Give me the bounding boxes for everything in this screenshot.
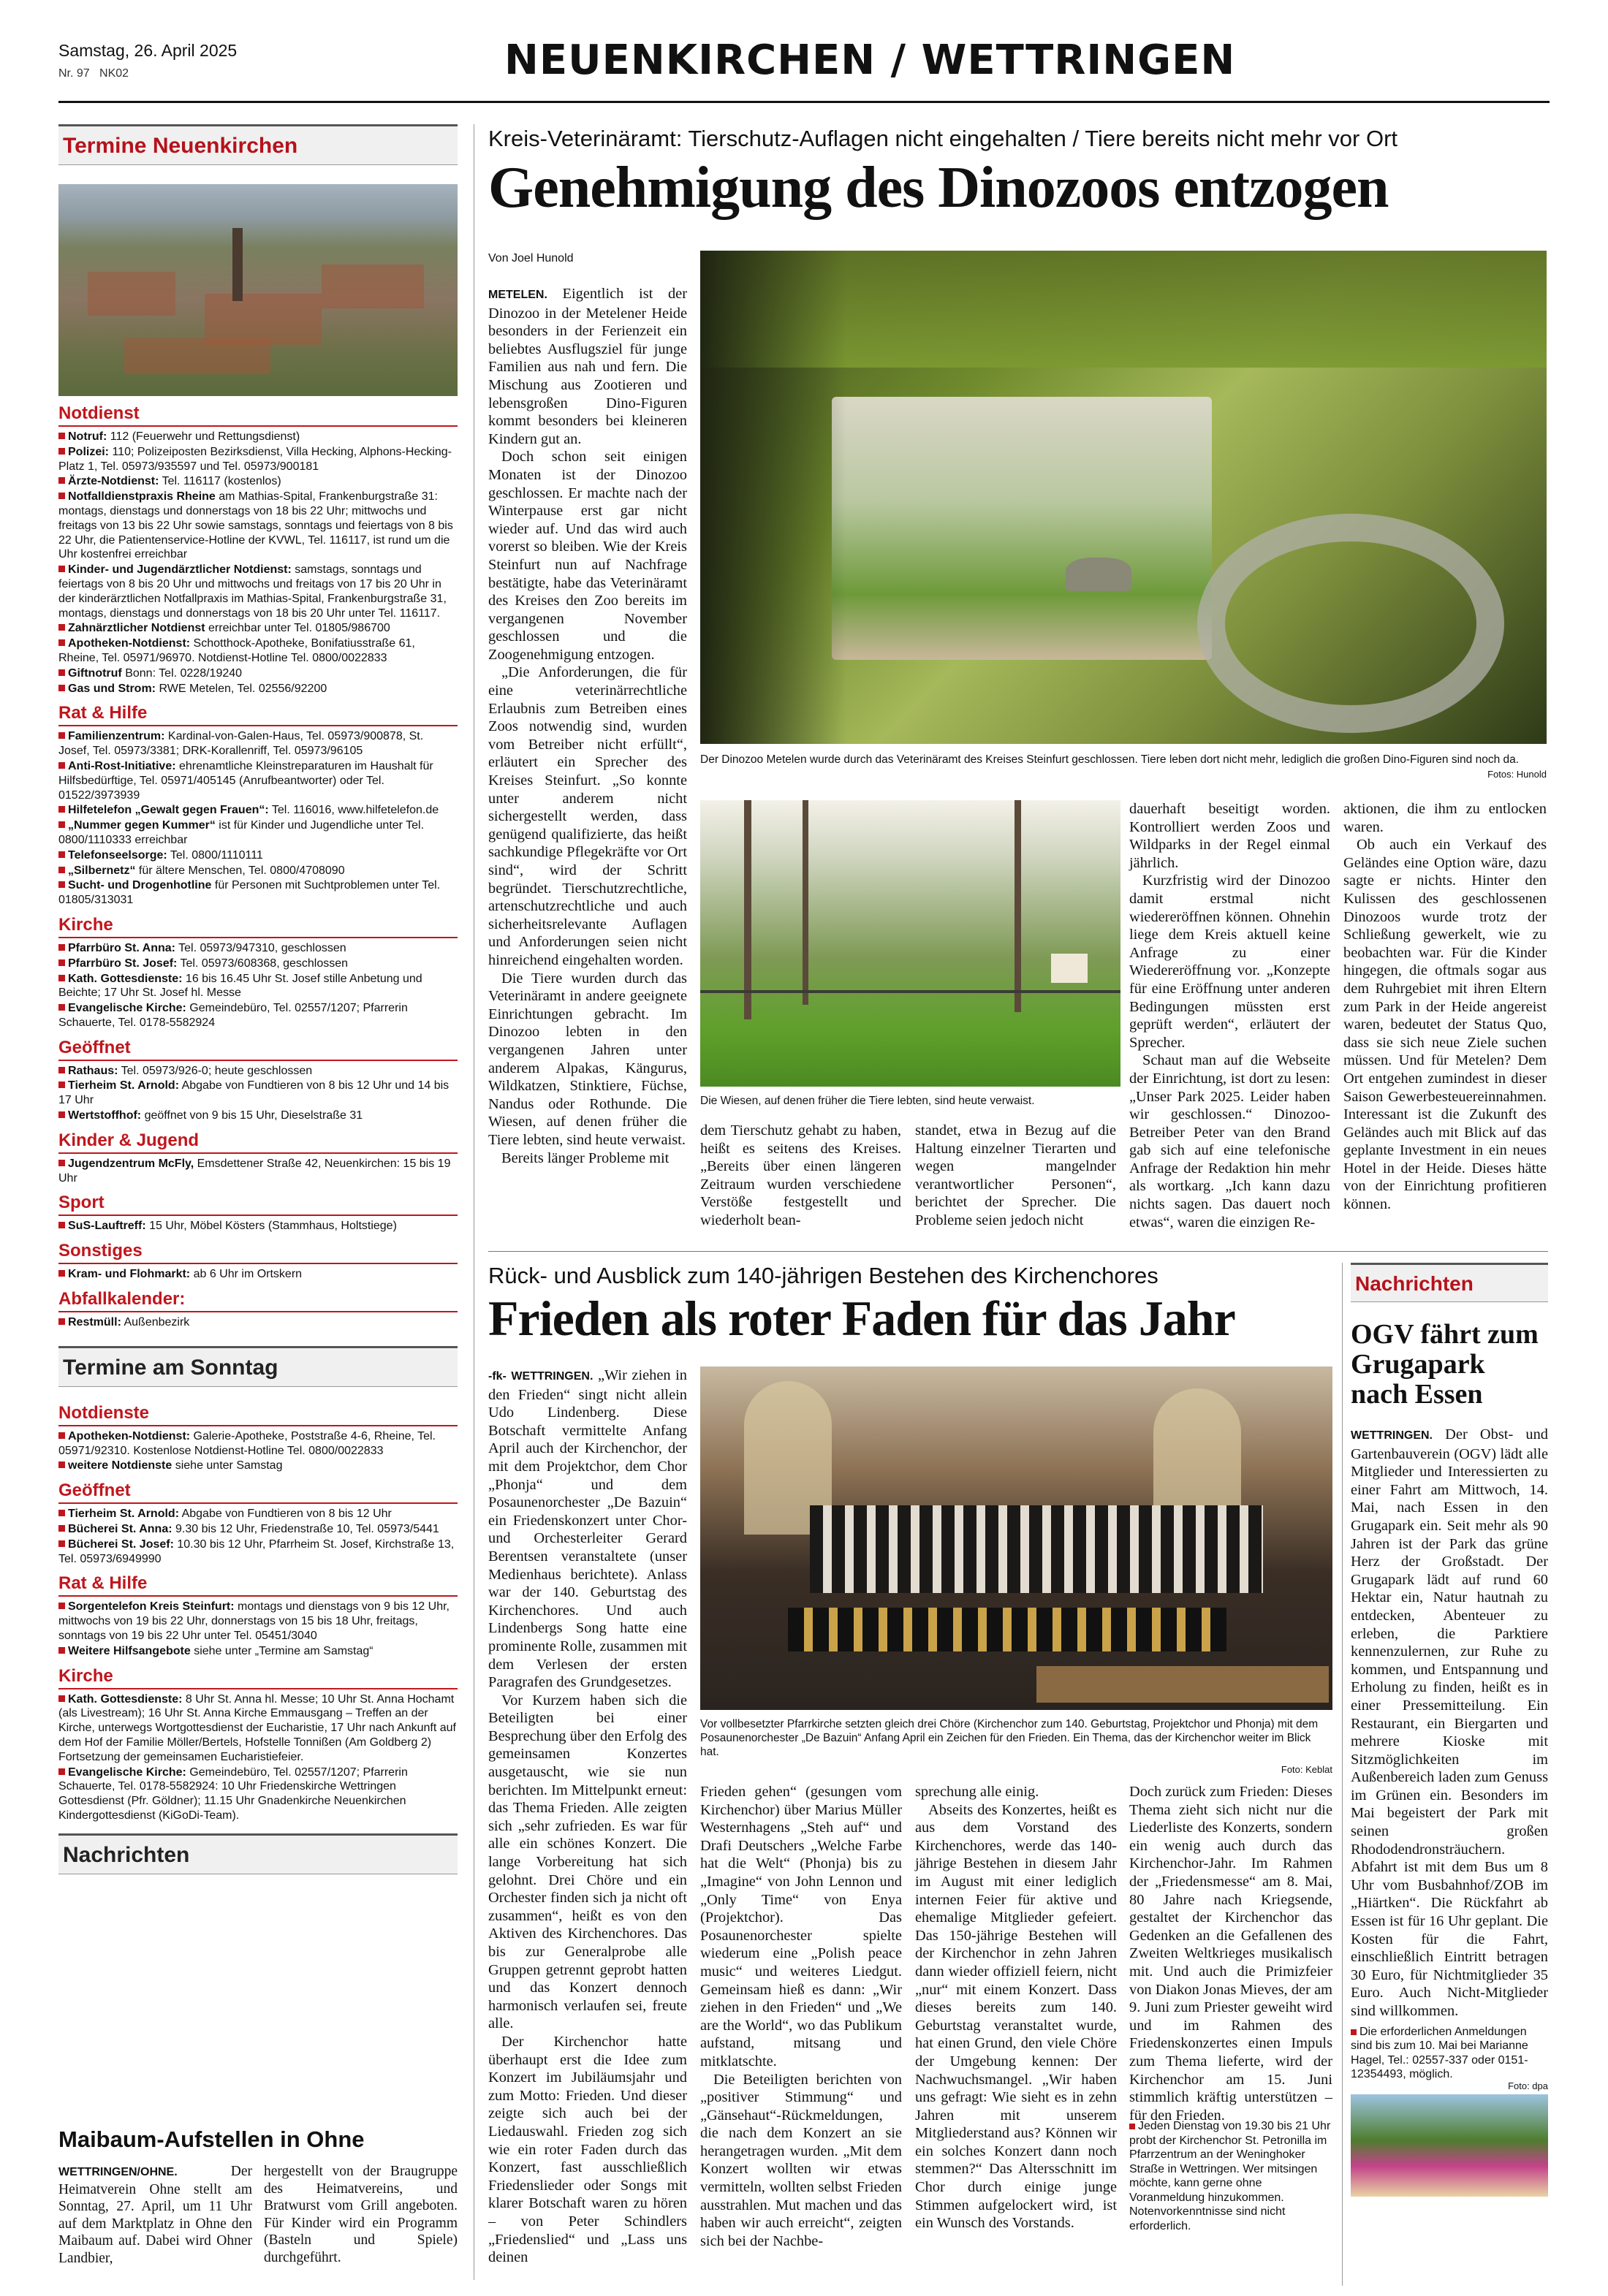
bullet-icon [58,1695,65,1702]
list-item [58,430,458,444]
bullet-icon [58,1603,65,1609]
list-item-text: samstags, sonntags und feiertags von 8 bis 20 Uhr und mittwochs und freitags von 17 bis 20 Uhr in der kinderärztlichen Notfallpraxis im Mathias-Spital, Frankenburgstraße 31, montags, dienstags und donnerstags von 18 bis 20 Uhr unter Tel. 116117. [58,563,447,620]
list-item [58,1079,458,1108]
bullet-icon [58,851,65,858]
list-item [58,563,458,620]
list-item-text: Galerie-Apotheke, Poststraße 4-6, Rheine, Tel. 05971/92310. Kostenlose Notdienst-Hotline Tel. 0800/0022833 [58,1429,436,1457]
list-item-label: Sucht- und Drogenhotline [68,879,212,892]
list-item-label: Restmüll: [68,1316,121,1329]
so-rat-heading: Rat & Hilfe [58,1573,458,1597]
list-item [58,1429,458,1459]
list-item-text: für Personen mit Suchtproblemen unter Tel. 01805/313031 [58,879,441,907]
maibaum-col1 [58,2163,252,2267]
list-item [58,759,458,802]
list-item-label: Apotheken-Notdienst: [68,637,191,650]
list-item-text: 10.30 bis 12 Uhr, Pfarrheim St. Josef, Kirchstraße 13, Tel. 05973/6949990 [58,1537,455,1565]
dinozoo-fence-photo [700,251,1547,744]
list-item [58,1157,458,1186]
bullet-icon [58,867,65,873]
so-rat-block [58,1573,458,1658]
list-item-text: Tel. 116016, www.hilfetelefon.de [268,804,439,817]
tree-trunk [744,800,751,1019]
maibaum-article [58,2126,458,2267]
column-divider-2 [1342,1263,1343,2286]
list-item-text: 15 Uhr, Möbel Kösters (Stammhaus, Holtstiege) [145,1220,397,1233]
list-item-text: ab 6 Uhr im Ortskern [190,1268,303,1281]
list-item [58,682,458,696]
list-item [58,1459,458,1473]
list-item [58,941,458,956]
meadow-caption: Die Wiesen, auf denen früher die Tiere lebten, sind heute verwaist. [700,1095,1035,1107]
list-item-label: Giftnotruf [68,666,122,680]
sonntag-title: Termine am Sonntag [58,1346,458,1387]
so-geoeffnet-block [58,1480,458,1566]
list-item-text: ehrenamtliche Kleinstreparaturen im Haushalt für Hilfsbedürftige, Tel. 05971/405145 (Anrufbeantworter) oder Tel. 01522/3973939 [58,759,433,802]
list-item-label: Telefonseelsorge: [68,848,167,862]
tree-trunk [1015,800,1021,1012]
sonstiges-heading: Sonstiges [58,1241,458,1264]
nachrichten-title: Nachrichten [58,1833,458,1874]
bullet-icon [58,1768,65,1775]
choir-kicker: Rück- und Ausblick zum 140-jährigen Bestehen des Kirchenchores [488,1263,1158,1288]
list-item-label: Tierheim St. Arnold: [68,1508,180,1521]
photo-shadow [700,251,846,744]
empty-meadow-photo [700,800,1120,1087]
list-item [58,818,458,848]
list-item-label: Polizei: [68,445,110,458]
list-item-label: Notfalldienstpraxis Rheine [68,490,216,503]
choir-author: -fk- [488,1370,507,1383]
town-aerial-photo [58,184,458,396]
list-item-label: Notruf: [68,430,107,443]
bullet-icon [58,944,65,951]
maibaum-col2: hergestellt von der Braugruppe des Heimatvereins, und Bratwurst vom Grill angeboten. Für Kinder wird ein Programm (Basteln und Spiele) durchgeführt. [264,2164,458,2265]
list-item-label: Weitere Hilfsangebote [68,1644,191,1657]
rat-block [58,703,458,908]
chain-link-icon [1197,514,1504,733]
list-item-label: Apotheken-Notdienst: [68,1429,191,1442]
list-item-label: Kath. Gottesdienste: [68,1692,183,1706]
bullet-icon [58,959,65,966]
maibaum-text1: Der Heimatverein Ohne stellt am Sonntag, 27. April, um 11 Uhr auf dem Marktplatz in Ohne den Maibaum auf. Dabei wird Ohner Landbier, [58,2164,252,2266]
grugapark-photo [1351,2094,1548,2197]
dino-col2: dem Tierschutz gehabt zu haben, heißt es seitens des Kreises. „Bereits über einen längeren Zeitraum wurden verschiedene Verstöße festgestellt und wiederholt bean- [700,1122,901,1228]
ogv-location: WETTRINGEN. [1351,1429,1433,1442]
sidebar-termine [58,124,458,1874]
list-item-label: Anti-Rost-Initiative: [68,759,176,772]
bullet-icon [58,762,65,769]
sport-block [58,1193,458,1233]
church-choir-photo [700,1366,1332,1710]
list-item-label: Ärzte-Notdienst: [68,475,159,488]
choir-col2 [700,1783,902,2250]
page-title: NEUENKIRCHEN / WETTRINGEN [504,37,1236,84]
choir-c3-p1: sprechung alle einig. [915,1784,1039,1800]
sport-heading: Sport [58,1193,458,1216]
bullet-icon [58,1004,65,1011]
dino-kicker: Kreis-Veterinäramt: Tierschutz-Auflagen nicht eingehalten / Tiere bereits nicht mehr vor Ort [488,126,1398,151]
list-item [58,1219,458,1233]
ogv-credit: Foto: dpa [1508,2080,1548,2091]
list-item [58,636,458,666]
list-item [58,1507,458,1521]
ogv-body [1351,1426,1548,2021]
list-item-label: „Nummer gegen Kummer“ [68,819,216,832]
so-kirche-block [58,1666,458,1823]
list-item-label: Zahnärztlicher Notdienst [68,622,205,635]
bullet-icon [58,1270,65,1277]
list-item-text: montags und dienstags von 9 bis 12 Uhr, mittwochs von 19 bis 22 Uhr, donnerstags von 15 bis 18 Uhr, freitags, sonntags von 19 bis 22 Uhr unter Tel. 05451/3040 [58,1600,450,1643]
so-notdienste-heading: Notdienste [58,1403,458,1426]
list-item [58,621,458,636]
so-geoeffnet-heading: Geöffnet [58,1480,458,1504]
list-item [58,1600,458,1643]
list-item-label: Rathaus: [68,1064,118,1077]
bullet-icon [1129,2124,1135,2129]
list-item-text: 110; Polizeiposten Bezirksdienst, Villa Hecking, Alphons-Hecking-Platz 1, Tel. 05973/935597 und Tel. 05973/900181 [58,445,452,473]
list-item-label: Kath. Gottesdienste: [68,972,183,985]
list-item-text: 112 (Feuerwehr und Rettungsdienst) [107,430,300,443]
church-tower [232,228,243,301]
ogv-note [1351,2025,1548,2082]
sonstiges-block [58,1241,458,1282]
choir-caption: Vor vollbesetzter Pfarrkirche setzten gleich drei Chöre (Kirchenchor zum 140. Geburtstag, Projektchor und Phonja) mit dem Posaunenorchester „De Bazuin“ Anfang April ein Zeichen für den Frieden. Ein Thema, das der Kirchenchor weiter im Blick hat. [700,1718,1319,1758]
dino-c4-p1: dauerhaft beseitigt worden. Kontrolliert werden Zoos und Wildparks in der Regel einmal jährlich. [1129,801,1330,871]
choir-col1 [488,1366,687,2267]
bullet-icon [58,1222,65,1228]
maibaum-location: WETTRINGEN/OHNE. [58,2166,178,2178]
list-item-label: Evangelische Kirche: [68,1765,186,1779]
dino-p1: Eigentlich ist der Dinozoo in der Metelener Heide besonders in der Ferienzeit ein beliebtes Ausflugsziel für junge Familien aus nah und fern. Die Mischung aus Zootieren und lebensgroßen Dino-Figuren kommt besonders bei kleineren Kindern gut an. [488,286,687,447]
list-item [58,666,458,681]
choir-note [1129,2119,1332,2233]
kinder-block [58,1130,458,1186]
bullet-icon [58,566,65,572]
list-item-text: Gemeindebüro, Tel. 02557/1207; Pfarrerin Schauerte, Tel. 0178-5582924: 10 Uhr Friedenskirche Wettringen Gottesdienst (Pfr. Göldner); 11.15 Uhr Gnadenkirche Neuenkirchen Kindergottesdienst (KiGoDi-Team). [58,1765,408,1822]
list-item-text: Tel. 0800/1110111 [167,848,263,862]
kirche-block [58,915,458,1030]
list-item-text: Tel. 05973/947310, geschlossen [175,941,346,954]
bullet-icon [58,1510,65,1516]
so-notdienste-block [58,1403,458,1473]
list-item-text: Kardinal-von-Galen-Haus, Tel. 05973/900878, St. Josef, Tel. 05973/3381; DRK-Korallenriff, Tel. 05973/96105 [58,730,424,758]
list-item-label: SuS-Lauftreff: [68,1220,146,1233]
rat-heading: Rat & Hilfe [58,703,458,726]
dino-headline: Genehmigung des Dinozoos entzogen [488,156,1389,220]
abfall-heading: Abfallkalender: [58,1289,458,1312]
list-item [58,1522,458,1537]
dino-credit: Fotos: Hunold [1487,769,1547,780]
dino-p2: Doch schon seit einigen Monaten ist der Dinozoo geschlossen. Er machte nach der Winterpause erst gar nicht wieder auf. Und das wird auch vorerst so bleiben. Wie der Kreis Steinfurt nun auf Nachfrage bestätigte, habe das Veterinäramt des Kreises den Zoo bereits im vergangenen November geschlossen und die Zoogenehmigung entzogen. [488,449,687,663]
ogv-text: Der Obst- und Gartenbauverein (OGV) lädt alle Mitglieder und Interessierten zu einer Fahrt am Mittwoch, 14. Mai, nach Essen in den Grugapark ein. Seit mehr als 90 Jahren ist der Park das grüne Herz der Großstadt. Der Grugapark lädt auf rund 60 Hektar ein, Natur hautnah zu entdecken, Abenteuer zu erleben, die Parktiere kennenzulernen, zur Ruhe zu kommen, und Entspannung und Erholung zu finden, heißt es in einer Pressemitteilung. Ein Restaurant, ein Biergarten und mehrere Kioske mit Sitzmöglichkeiten im Außenbereich laden zum Genuss im Grünen ein. Besonders im Mai begeistert der Park mit seinen großen Rhododendronsträuchern. Abfahrt ist mit dem Bus um 8 Uhr vom Busbahnhof/ZOB im „Hiärtken“. Die Rückfahrt ab Essen ist für 16 Uhr geplant. Die Kosten für die Fahrt, einschließlich Eintritt betragen 30 Euro, für Nichtmitglieder 35 Euro. Auch Nicht-Mitglieder sind willkommen. [1351,1426,1548,2019]
notdienst-block [58,403,458,696]
list-item [58,878,458,908]
list-item-text: erreichbar unter Tel. 01805/986700 [205,622,390,635]
ogv-box-title: Nachrichten [1351,1263,1548,1302]
list-item-label: Kram- und Flohmarkt: [68,1268,191,1281]
geoeffnet-block [58,1038,458,1123]
choir-location: WETTRINGEN. [511,1370,593,1383]
choir-p1: „Wir ziehen in den Frieden“ singt nicht allein Udo Lindenberg. Diese Botschaft vermittelte Anfang April auch der Kirchenchor, der mit dem Projektchor, dem Chor „Phonja“ und dem Posaunenorchester „De Bazuin“ ein Friedenskonzert unter Chor- und Orchesterleiter Gerard Berentsen veranstaltete (unser Medienhaus berichtete). Anlass war der 140. Geburtstag des Kirchenchores. Und auch Lindenbergs Song hatte eine prominente Rolle, zusammen mit dem Verlesen der ersten Paragrafen des Grundgesetzes. [488,1367,687,1691]
brass-orchestra [788,1608,1226,1651]
list-item-text: für ältere Menschen, Tel. 0800/4708090 [135,864,345,877]
list-item [58,864,458,878]
bullet-icon [58,806,65,813]
list-item [58,1644,458,1659]
ogv-article [1351,1263,1548,2197]
dino-figure [1066,558,1131,591]
list-item-label: Pfarrbüro St. Josef: [68,957,178,970]
so-kirche-heading: Kirche [58,1666,458,1689]
list-item [58,1001,458,1030]
choir-col4 [1129,1783,1332,2124]
choir-p2: Vor Kurzem haben sich die Beteiligten bei einer Besprechung über den Erfolg des gemeinsamen Konzertes ausgetauscht, wie sie nun berichten. Im Mittelpunkt erneut: das Thema Frieden. Alle zeigten sich „sehr zufrieden. Es war für alle ein schönes Konzert. Die lange Vorbereitung hat sich gelohnt. Drei Chöre und ein Orchester finden sich ja nicht oft zusammen“, heißt es von den Aktiven des Kirchenchores. Das bis zur Generalprobe alle Gruppen getrennt geprobt hatten und das Konzert dennoch harmonisch verlaufen sei, freute alle. [488,1692,687,2032]
list-item-text: Emsdettener Straße 42, Neuenkirchen: 15 bis 19 Uhr [58,1157,451,1185]
fence [700,990,1120,993]
list-item-label: Familienzentrum: [68,730,165,743]
choir-c4-p1: Doch zurück zum Frieden: Dieses Thema zieht sich nicht nur die Liederliste des Konzerts, sondern ein wenig auch durch das Kirchenchor-Jahr. Im Rahmen der „Friedensmesse“ am 8. Mai, 80 Jahre nach Kriegsende, gestaltet der Kirchenchor das Gedenken an die Gefallenen des Zweiten Weltkrieges musikalisch mit. Und auch die Primizfeier von Diakon Jonas Mieves, der am 9. Juni zum Priester geweiht wird und im Rahmen des Friedenskonzertes einen Impuls zum Thema lieferte, wird der Kirchenchor am 15. Juni stimmlich kräftig unterstützen – für den Frieden. [1129,1784,1332,2124]
choir-col3 [915,1783,1117,2232]
choir-headline: Frieden als roter Faden für das Jahr [488,1290,1235,1346]
list-item [58,848,458,863]
choir-p3: Der Kirchenchor hatte überhaupt erst die Idee zum Konzert im Jubiläumsjahr und zum Motto: Frieden. Und dieser zeigte sich auch bei der Liedauswahl. Frieden zog sich wie ein roter Faden durch das Konzert, fast ausschließlich Friedenslieder oder Songs mit klarer Botschaft waren zu hören – von Peter Schindlers „Friedenslied“ und „Lass uns deinen [488,2033,687,2266]
ogv-note-text: Die erforderlichen Anmeldungen sind bis zum 10. Mai bei Marianne Hagel, Tel.: 02557-337 oder 0151-12354493, möglich. [1351,2025,1528,2081]
list-item-text: RWE Metelen, Tel. 02556/92200 [156,682,327,695]
list-item-text: Tel. 05973/926-0; heute geschlossen [118,1064,313,1077]
list-item-label: Sorgentelefon Kreis Steinfurt: [68,1600,235,1613]
article-divider [488,1251,1548,1252]
bullet-icon [58,1432,65,1439]
list-item-label: Hilfetelefon „Gewalt gegen Frauen“: [68,804,269,817]
list-item [58,1064,458,1079]
list-item [58,957,458,971]
tree-trunk [803,800,808,1005]
list-item [58,490,458,562]
dino-p5: Bereits länger Probleme mit [501,1149,670,1166]
bullet-icon [58,685,65,691]
bullet-icon [58,1318,65,1325]
list-item [58,1315,458,1330]
header-date: Samstag, 26. April 2025 [58,41,238,60]
list-item-text: Tel. 116117 (kostenlos) [159,475,281,488]
choir-singers [810,1505,1263,1593]
dino-caption: Der Dinozoo Metelen wurde durch das Veterinäramt des Kreises Steinfurt geschlossen. Tiere leben dort nicht mehr, lediglich die großen Dino-Figuren sind noch da. [700,753,1520,766]
list-item-label: Pfarrbüro St. Anna: [68,941,175,954]
bullet-icon [58,1540,65,1547]
list-item-text: 8 Uhr St. Anna hl. Messe; 10 Uhr St. Anna Hochamt (als Livestream); 16 Uhr St. Anna Kirche Emmausgang – Treffen an der Kirche, unterwegs Wortgottesdienst der Eucharistie, 17 Uhr nach Ankunft auf dem Hof der Familie Möller/Bertels, Hofstelle Tonnißen (Am Goldberg 2) Fortsetzung der gemeinsamen Eucharistiefeier. [58,1692,456,1763]
dino-col4 [1129,800,1330,1231]
list-item-text: siehe unter Samstag [172,1459,283,1472]
list-item-label: Wertstoffhof: [68,1109,142,1122]
list-item-label: Gas und Strom: [68,682,156,695]
bullet-icon [1351,2029,1357,2035]
list-item [58,803,458,818]
bullet-icon [58,1647,65,1654]
list-item-label: „Silbernetz“ [68,864,136,877]
bullet-icon [58,1461,65,1468]
kinder-heading: Kinder & Jugend [58,1130,458,1154]
bullet-icon [58,732,65,739]
list-item-label: weitere Notdienste [68,1459,172,1472]
list-item [58,474,458,489]
dino-c4-p2: Kurzfristig wird der Dinozoo damit erstmal nicht wiedereröffnen können. Ohnehin liege dem Kreis aktuell keine Anfrage zu einer Wiedereröffnung vor. „Konzepte für eine Eröffnung unter anderen Bedingungen müssten erst geprüft werden“, erläutert der Sprecher. [1129,873,1330,1051]
list-item [58,729,458,759]
bullet-icon [58,1525,65,1532]
notdienst-heading: Notdienst [58,403,458,427]
list-item-text: Tel. 05973/608368, geschlossen [177,957,349,970]
bullet-icon [58,477,65,484]
choir-c2-p1: Frieden gehen“ (gesungen vom Kirchenchor) über Marius Müller Westernhagens „Steh auf“ und Drafi Deutschers „Welche Farbe hat die Welt“ (Phonja) bis zu „Imagine“ von John Lennon und „Only Time“ von Enya (Projektchor). Das Posaunenorchester spielte wiederum eine „Polish peace music“ und weiteres Liedgut. Gemeinsam hieß es dann: „Wir ziehen in den Frieden“ und „We are the World“, wo das Publikum aufstand, mitsang und mitklatschte. [700,1784,902,2069]
edition-code: NK02 [99,67,129,80]
choir-c2-p2: Die Beteiligten berichten von „positiver Stimmung“ und „Gänsehaut“-Rückmeldungen, die nach dem Konzert an sie herangetragen wurden. „Mit dem Konzert wollten wir etwas vermitteln, wollten selbst Frieden ausstrahlen. Mut machen und das haben wir auch erreicht“, zeigten sich bei der Nachbe- [700,2071,902,2249]
list-item-label: Bücherei St. Anna: [68,1523,172,1536]
header-issue [58,67,129,80]
list-item-text: ist für Kinder und Jugendliche unter Tel. 0800/1110333 erreichbar [58,819,425,846]
list-item-text: Abgabe von Fundtieren von 8 bis 12 Uhr [179,1508,392,1521]
dino-p4: Die Tiere wurden durch das Veterinäramt in andere geeignete Einrichtungen gebracht. Im Dinozoo lebten in den vergangenen Jahren unter anderem Alpakas, Kängurus, Wildkatzen, Stinktiere, Füchse, Nandus oder Rothunde. Die Wiesen, auf denen früher die Tiere lebten, sind heute verwaist. [488,970,687,1148]
bullet-icon [58,975,65,981]
bullet-icon [58,1160,65,1166]
bullet-icon [58,1082,65,1088]
list-item-text: am Mathias-Spital, Frankenburgstraße 31: montags, dienstags und donnerstags von 18 bis 22 Uhr; mittwochs und freitags von 13 bis 22 Uhr sowie samstags, sonntags und feiertags von 8 bis 22 Uhr, die Patientenservice-Hotline der KVWL, Tel. 116117, ist rund um die Uhr kostenfrei erreichbar [58,490,453,561]
ogv-headline: OGV fährt zum Grugapark nach Essen [1351,1319,1539,1410]
list-item-text: Schotthock-Apotheke, Bonifatiusstraße 61, Rheine, Tel. 05971/96970. Notdienst-Hotline Tel. 0800/0022833 [58,637,415,664]
dino-col1 [488,285,687,1167]
kirche-heading: Kirche [58,915,458,938]
bullet-icon [58,493,65,499]
list-item [58,1692,458,1765]
bullet-icon [58,881,65,888]
bullet-icon [58,448,65,455]
list-item [58,1537,458,1567]
bullet-icon [58,669,65,676]
bullet-icon [58,1111,65,1118]
bullet-icon [58,1067,65,1073]
church-pews [1036,1666,1329,1703]
list-item-label: Evangelische Kirche: [68,1002,186,1015]
list-item-label: Tierheim St. Arnold: [68,1079,180,1092]
dino-col3: standet, etwa in Bezug auf die Haltung einzelner Tierarten und wegen mangelnder verantwortlicher Personen“, berichtet der Sprecher. Die Probleme seien jedoch nicht [915,1122,1116,1228]
maibaum-headline: Maibaum-Aufstellen in Ohne [58,2126,365,2152]
list-item-label: Bücherei St. Josef: [68,1537,174,1551]
list-item-text: geöffnet von 9 bis 15 Uhr, Dieselstraße 31 [141,1109,363,1122]
dino-c4-p3: Schaut man auf die Webseite der Einrichtung, ist dort zu lesen: „Unser Park 2025. Leider haben wir geschlossen.“ Dinozoo-Betreiber Peter van den Brand gab sich auf eine telefonische Anfrage der Redaktion hin mehr als wortkarg. „Ich kann dazu nichts sagen. Das dauert noch etwas“, waren die einzigen Re- [1129,1052,1330,1231]
list-item-text: Gemeindebüro, Tel. 02557/1207; Pfarrerin Schauerte, Tel. 0178-5582924 [58,1002,408,1029]
bullet-icon [58,624,65,631]
choir-credit: Foto: Keblat [1281,1764,1332,1775]
list-item-text: 16 bis 16.45 Uhr St. Josef stille Anbetung und Beichte; 17 Uhr St. Josef hl. Messe [58,972,422,1000]
termine-title: Termine Neuenkirchen [58,124,458,165]
list-item [58,1267,458,1282]
list-item-text: 9.30 bis 12 Uhr, Friedenstraße 10, Tel. 05973/5441 [172,1523,439,1536]
dino-p3: „Die Anforderungen, die für eine veterinärrechtliche Erlaubnis zum Betreiben eines Zoos notwendig sind, wurden vom Betreiber nicht erfüllt“, erläutert ein Sprecher des Kreises Steinfurt. „So konnte unter anderem nicht sichergestellt werden, dass genügend qualifizierte, das heißt sachkundige Pflegekräfte vor Ort sind“, wird der Schritt begründet. Tierschutzrechtliche, artenschutzrechtliche und auch sicherheitsrelevante Auflagen und Anforderungen seien nicht hinreichend eingehalten worden. [488,664,687,968]
list-item-text: Bonn: Tel. 0228/19240 [121,666,243,680]
bullet-icon [58,433,65,439]
list-item [58,1765,458,1823]
choir-c3-p2: Abseits des Konzertes, heißt es aus dem Vorstand des Kirchenchores, werde das 140-jährige Bestehen in diesem Jahr im August mit einer lediglich internen Feier für aktive und ehemalige Mitglieder gefeiert. Das 150-jährige Bestehen will der Kirchenchor in zehn Jahren dann wieder offiziell feiern, nicht „nur“ mit einem Konzert. Dass dieses bereits zum 140. Geburtstag veranstaltet wurde, hat einen Grund, den viele Chöre der Umgebung kennen: Der Nachwuchsmangel. „Wir haben uns gefragt: Wie sieht es in zehn Jahren mit unserem Mitgliederstand aus? Können wir ein solches Konzert dann noch stemmen?“ Das Altersschnitt im Chor durch einige junge Stimmen aufgelockert wird, ist ein Wunsch des Vorstands. [915,1801,1117,2232]
dino-c5-p1: aktionen, die ihm zu entlocken waren. [1343,801,1547,835]
list-item-text: Abgabe von Fundtieren von 8 bis 12 Uhr und 14 bis 17 Uhr [58,1079,450,1107]
geoeffnet-heading: Geöffnet [58,1038,458,1061]
list-item [58,1109,458,1123]
list-item-text: siehe unter „Termine am Samstag“ [190,1644,373,1657]
header-rule [58,101,1550,103]
dino-byline: Von Joel Hunold [488,252,574,265]
abfall-block [58,1289,458,1330]
dino-col5 [1343,800,1547,1214]
choir-note-text: Jeden Dienstag von 19.30 bis 21 Uhr probt der Kirchenchor St. Petronilla im Pfarrzentrum an der Weninghoker Straße in Wettringen. Wer mitsingen möchte, kann gerne ohne Voranmeldung hinzukommen. Notenvorkenntnisse sind nicht erforderlich. [1129,2120,1331,2232]
list-item [58,445,458,474]
list-item-text: Außenbezirk [121,1316,190,1329]
bullet-icon [58,821,65,828]
list-item [58,972,458,1001]
park-view [832,397,1212,660]
bullet-icon [58,639,65,646]
dino-c5-p2: Ob auch ein Verkauf des Geländes eine Option wäre, dazu sagte er nichts. Hinter den Kulissen des geschlossenen Dinozoos wurde trotz der Schließung gewerkelt, wie zu beobachten war. Für die Kinder hingegen, die oftmals sogar aus dem Ruhrgebiet mit ihren Eltern zum Park in der Heide angereist waren, bedeutet der Status Quo, dass sie sich neue Ziele suchen müssen. Und für Metelen? Dem Ort entgehen zumindest in dieser Saison Gewerbesteuereinnahmen. Interessant ist die Zukunft des Geländes auch mit Blick auf das geplante Investment in ein neues Hotel in der Heide. Dieses hätte von der Einrichtung profitieren können. [1343,837,1547,1213]
dino-location: METELEN. [488,289,547,301]
small-hut [1051,954,1088,983]
list-item-label: Jugendzentrum McFly, [68,1157,194,1170]
issue-number: Nr. 97 [58,67,90,80]
list-item-label: Kinder- und Jugendärztlicher Notdienst: [68,563,292,577]
